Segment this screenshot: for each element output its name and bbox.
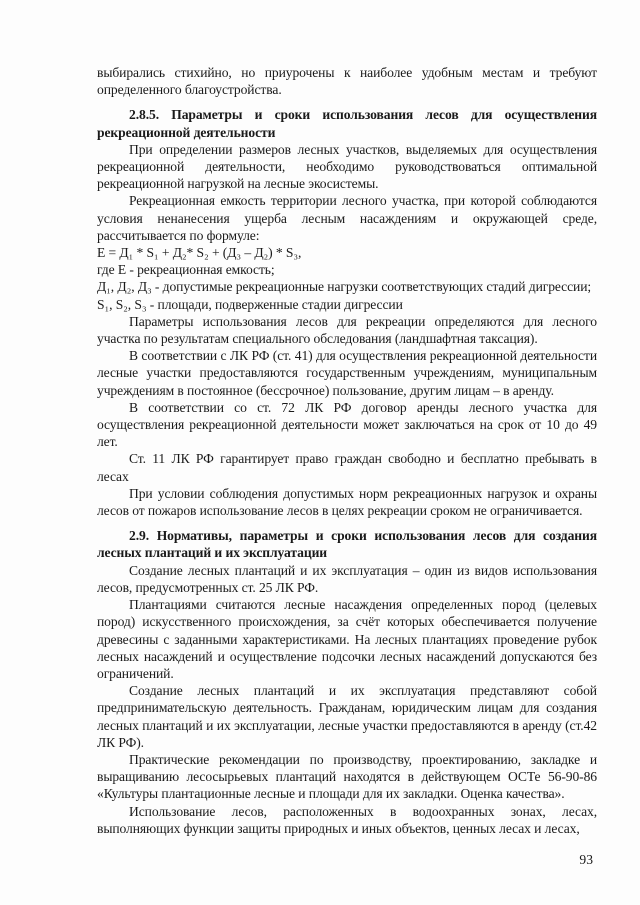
body-paragraph: Е = Д₁ * S₁ + Д₂* S₂ + (Д₃ – Д₂) * S₃, <box>97 245 302 261</box>
body-paragraph: Рекреационная емкость территории лесного участка, при которой соблюдаются условия ненанесения ущерба лесным насаждениям и окружающей среде, рассчитывается по формуле: <box>97 193 597 243</box>
body-paragraph: Использование лесов, расположенных в водоохранных зонах, лесах, выполняющих функции защиты природных и иных объектов, ценных лесах и лесах, <box>97 803 597 836</box>
body-paragraph: где Е - рекреационная емкость; <box>97 262 275 278</box>
page-body-text <box>97 64 597 837</box>
body-paragraph: Плантациями считаются лесные насаждения определенных пород (целевых пород) искусственного происхождения, за счёт которых обеспечивается получение древесины с заданными характеристиками. На лесных плантациях проведение рубок лесных насаждений и осуществление подсочки лесных насаждений допускаются без ограничений. <box>97 597 597 681</box>
body-paragraph: При условии соблюдения допустимых норм рекреационных нагрузок и охраны лесов от пожаров использование лесов в целях рекреации сроком не ограничивается. <box>97 485 597 519</box>
body-paragraph: Ст. 11 ЛК РФ гарантирует право граждан свободно и бесплатно пребывать в лесах <box>97 451 597 484</box>
body-paragraph: Создание лесных плантаций и их эксплуатация – один из видов использования лесов, предусмотренных ст. 25 ЛК РФ. <box>97 562 597 595</box>
body-paragraph: В соответствии со ст. 72 ЛК РФ договор аренды лесного участка для осуществления рекреационной деятельности может заключаться на срок от 10 до 49 лет. <box>97 399 597 450</box>
section-heading: 2.9. Нормативы, параметры и сроки использования лесов для создания лесных плантаций и их эксплуатации <box>97 528 597 561</box>
body-paragraph: Практические рекомендации по производству, проектированию, закладке и выращиванию лесосырьевых плантаций находятся в действующем ОСТе 56-90-86 «Культуры плантационные лесные и площади для их закладки. Оценка качества». <box>97 751 597 802</box>
body-paragraph: В соответствии с ЛК РФ (ст. 41) для осуществления рекреационной деятельности лесные участки предоставляются государственным учреждениям, муниципальным учреждениям в постоянное (бессрочное) пользование, другим лицам – в аренду. <box>97 348 597 398</box>
body-paragraph: S₁, S₂, S₃ - площади, подверженные стадии дигрессии <box>97 296 403 312</box>
page-number: 93 <box>579 852 593 867</box>
body-paragraph: При определении размеров лесных участков, выделяемых для осуществления рекреационной деятельности, необходимо руководствоваться оптимальной рекреационной нагрузкой на лесные экосистемы. <box>97 141 597 192</box>
body-paragraph: Д₁, Д₂, Д₃ - допустимые рекреационные нагрузки соответствующих стадий дигрессии; <box>97 279 592 295</box>
body-paragraph: выбирались стихийно, но приурочены к наиболее удобным местам и требуют определенного благоустройства. <box>97 65 597 98</box>
body-paragraph: Создание лесных плантаций и их эксплуатация представляют собой предпринимательскую деятельность. Гражданам, юридическим лицам для создания лесных плантаций и их эксплуатации, лесные участки предоставляются в аренду (ст.42 ЛК РФ). <box>97 683 597 750</box>
body-paragraph: Параметры использования лесов для рекреации определяются для лесного участка по результатам специального обследования (ландшафтная таксация). <box>97 313 597 347</box>
section-heading: 2.8.5. Параметры и сроки использования лесов для осуществления рекреационной деятельности <box>97 107 597 140</box>
